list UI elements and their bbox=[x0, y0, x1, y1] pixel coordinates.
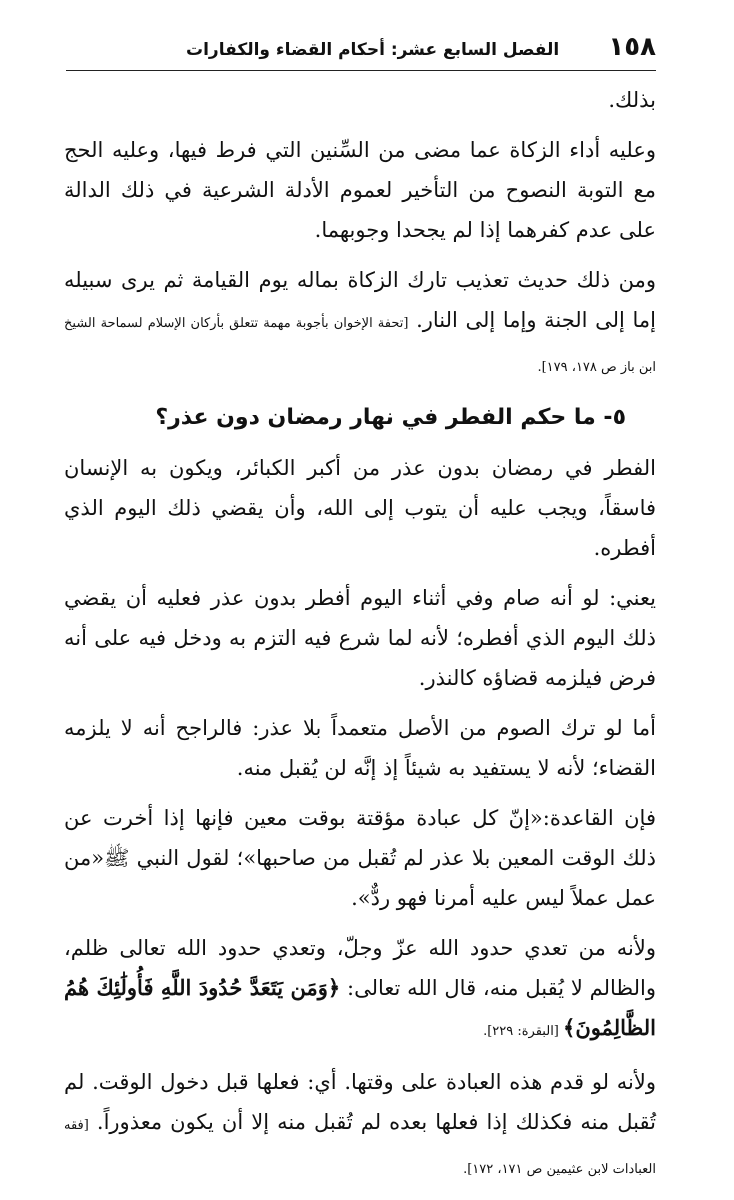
page-number: ١٥٨ bbox=[608, 32, 656, 62]
answer-paragraph-3: أما لو ترك الصوم من الأصل متعمداً بلا عذر: فالراجح أنه لا يلزمه القضاء؛ لأنه لا يستفيد به شيئاً إذ إنَّه لن يُقبل منه. bbox=[64, 716, 656, 780]
paragraph-2: وعليه أداء الزكاة عما مضى من السِّنين التي فرط فيها، وعليه الحج مع التوبة النصوح من التأخير لعموم الأدلة الشرعية في ذلك الدالة على عدم كفرهما إذا لم يجحدا وجوبهما. bbox=[64, 138, 656, 242]
reference-1: [تحفة الإخوان بأجوبة مهمة تتعلق بأركان الإسلام لسماحة الشيخ ابن باز ص ١٧٨، ١٧٩]. bbox=[64, 316, 656, 375]
answer-paragraph-1: الفطر في رمضان بدون عذر من أكبر الكبائر، ويكون به الإنسان فاسقاً، ويجب عليه أن يتوب إلى الله، وأن يقضي ذلك اليوم الذي أفطره. bbox=[64, 456, 656, 560]
last-paragraph-text: ولأنه لو قدم هذه العبادة على وقتها. أي: فعلها قبل دخول الوقت. لم تُقبل منه فكذلك إذا فعلها بعده لم تُقبل منه إلا أن يكون معذوراً. bbox=[64, 1070, 656, 1134]
verse-paragraph bbox=[64, 928, 656, 1052]
verse-paragraph-text: ولأنه من تعدي حدود الله عزّ وجلّ، وتعدي حدود الله تعالى ظلم، والظالم لا يُقبل منه، قال الله تعالى: bbox=[64, 936, 657, 1000]
page-body bbox=[64, 80, 656, 1200]
paragraph-3-text: ومن ذلك حديث تعذيب تارك الزكاة بماله يوم القيامة ثم يرى سبيله إما إلى الجنة وإما إلى النار. bbox=[64, 268, 656, 332]
answer-paragraph-4: فإن القاعدة:«إنّ كل عبادة مؤقتة بوقت معين فإنها إذا أخرت عن ذلك الوقت المعين بلا عذر لم تُقبل من صاحبها»؛ لقول النبي ﷺ«من عمل عملاً ليس عليه أمرنا فهو ردٌّ». bbox=[64, 806, 656, 910]
page-header bbox=[66, 30, 656, 70]
quran-verse: ﴿وَمَن يَتَعَدَّ حُدُودَ اللَّهِ فَأُولَٰئِكَ هُمُ الظَّالِمُونَ﴾ bbox=[64, 975, 656, 1040]
last-paragraph bbox=[64, 1062, 656, 1190]
paragraph-3 bbox=[64, 260, 656, 388]
header-divider bbox=[66, 70, 656, 71]
reference-2: [فقه العبادات لابن عثيمين ص ١٧١، ١٧٢]. bbox=[64, 1118, 656, 1177]
answer-paragraph-2: يعني: لو أنه صام وفي أثناء اليوم أفطر بدون عذر فعليه أن يقضي ذلك اليوم الذي أفطره؛ لأنه لما شرع فيه التزم به ودخل فيه على أنه فرض فيلزمه قضاؤه كالنذر. bbox=[64, 586, 656, 690]
paragraph-1: بذلك. bbox=[608, 88, 656, 112]
question-heading: ٥- ما حكم الفطر في نهار رمضان دون عذر؟ bbox=[155, 405, 626, 430]
verse-citation: [البقرة: ٢٢٩]. bbox=[483, 1024, 564, 1039]
running-title: الفصل السابع عشر: أحكام القضاء والكفارات bbox=[186, 40, 560, 60]
